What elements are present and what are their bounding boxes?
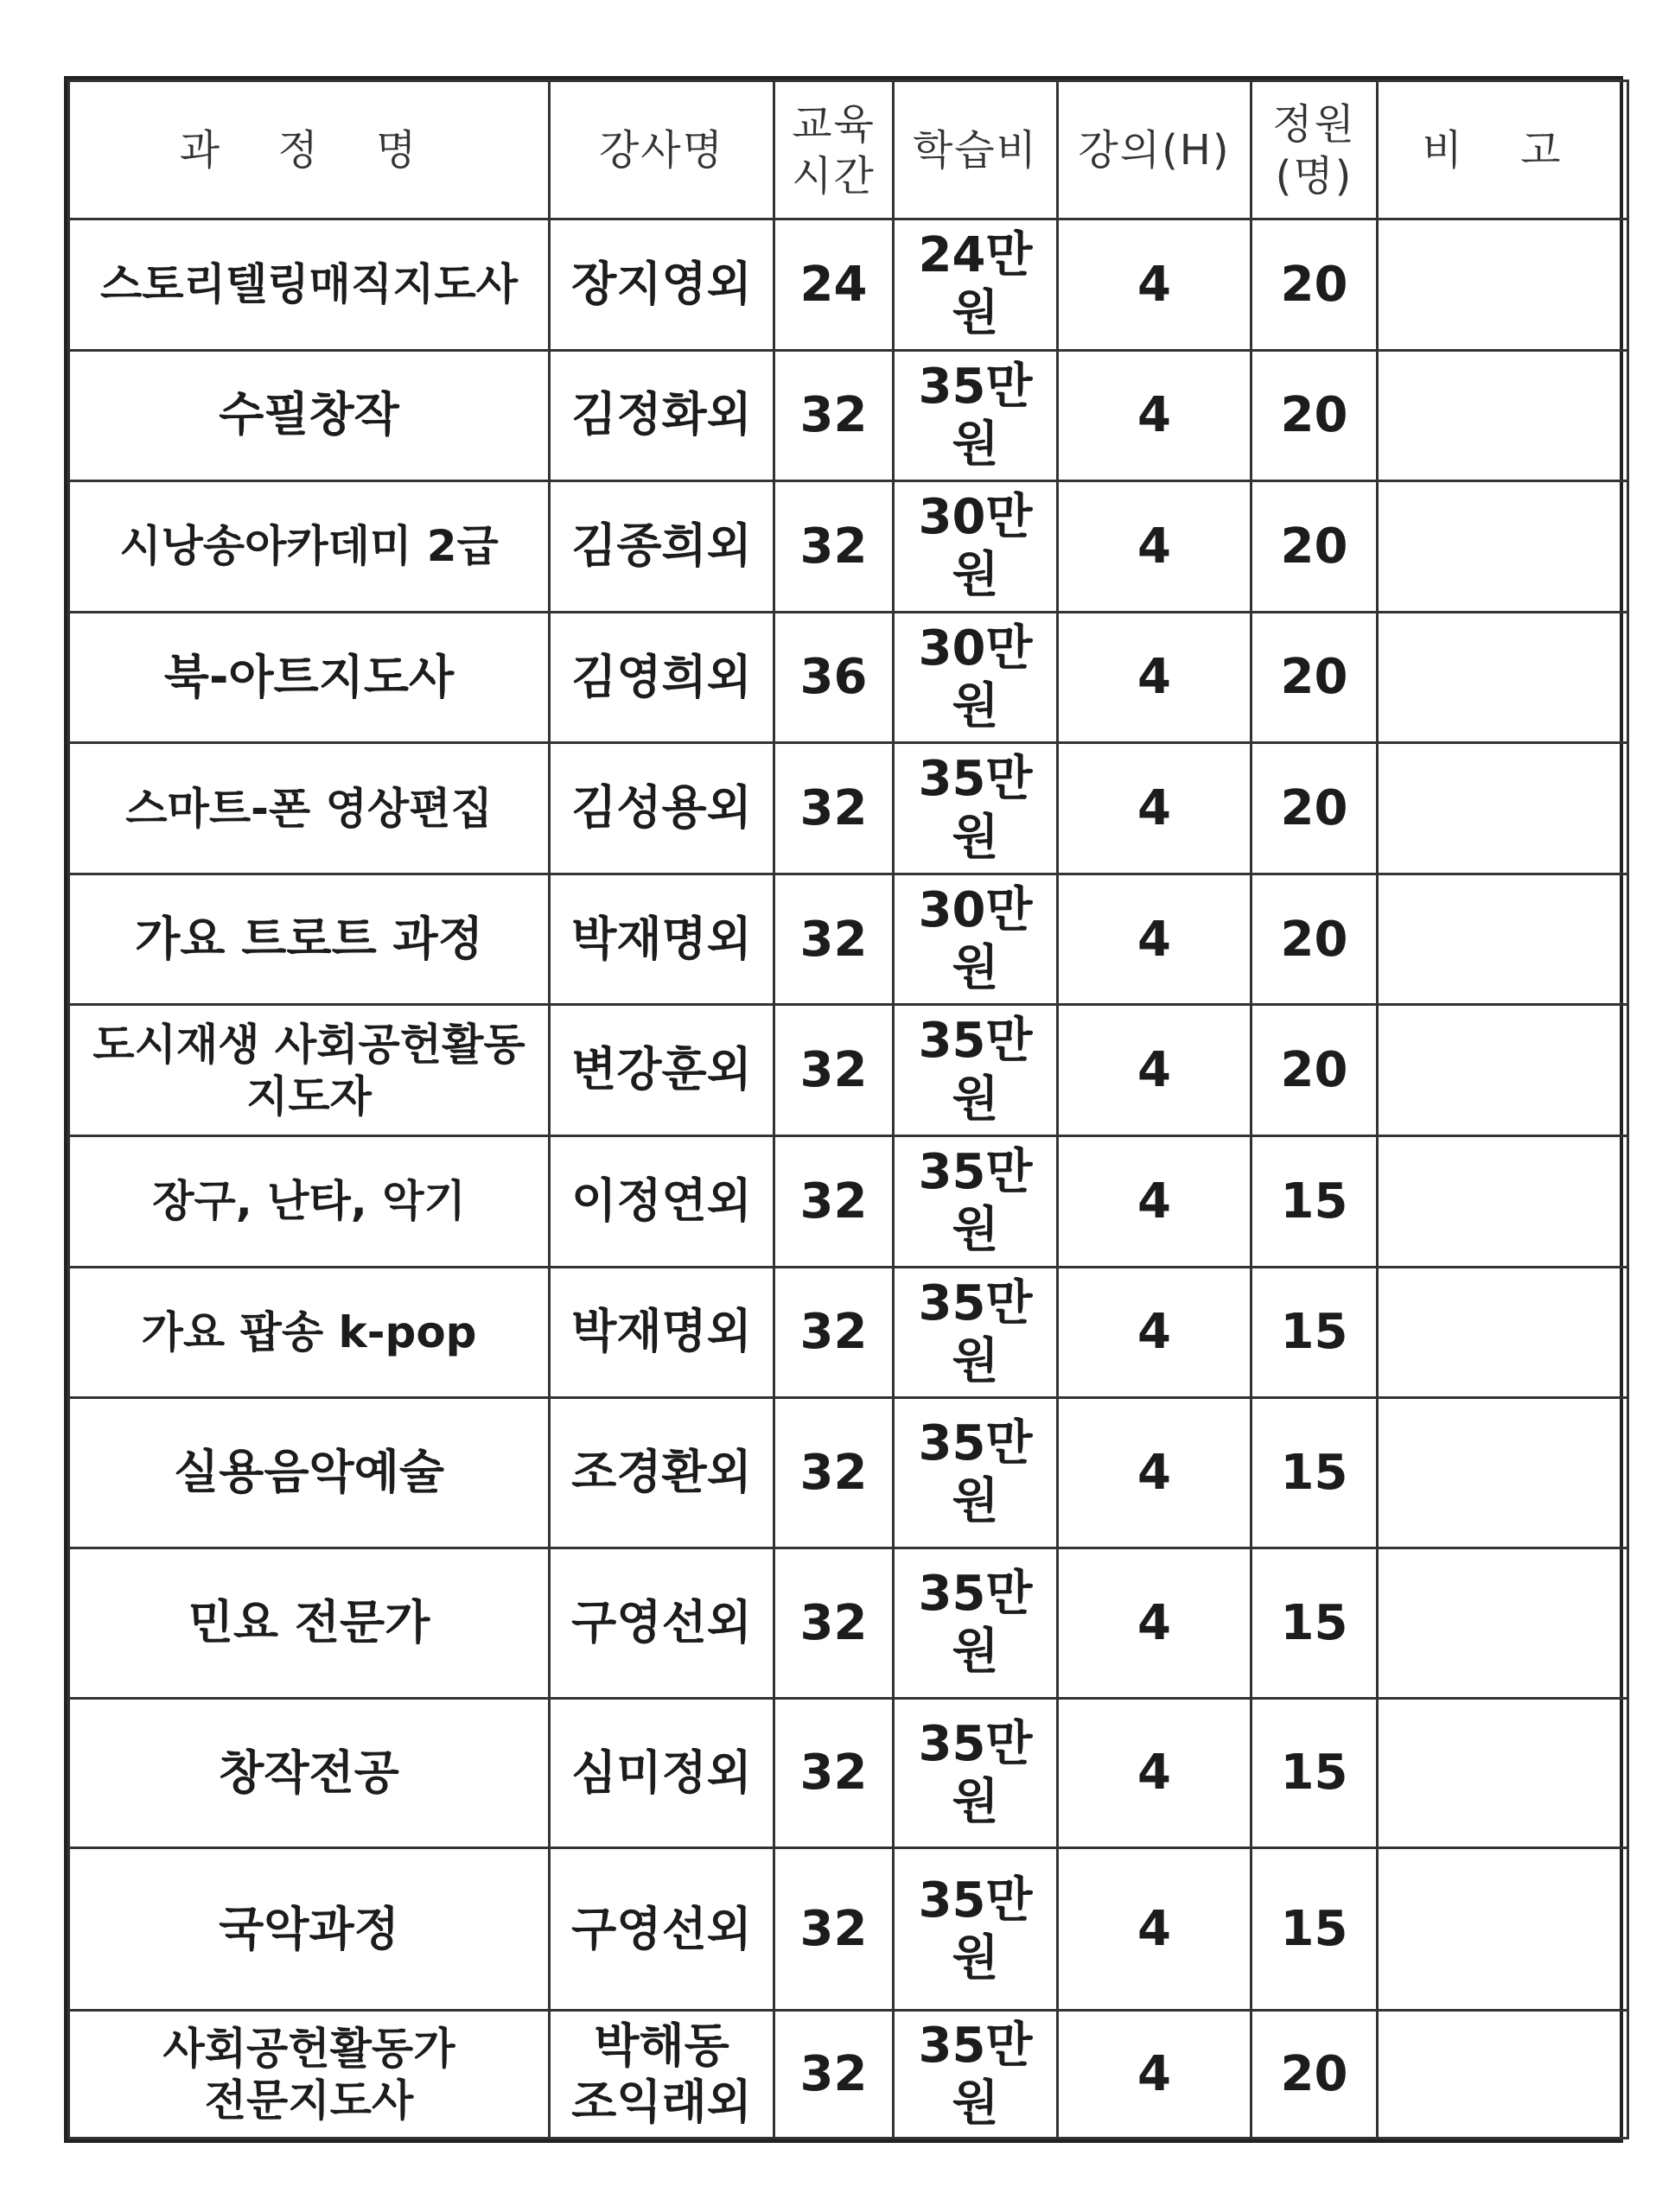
course-name-cell: 국악과정 xyxy=(69,1848,550,2011)
capacity-cell: 15 xyxy=(1251,1398,1378,1548)
course-name-cell: 수필창작 xyxy=(69,350,550,481)
course-name-cell: 민요 전문가 xyxy=(69,1548,550,1698)
instructor-cell: 김영희외 xyxy=(550,612,774,743)
lecture-cell: 4 xyxy=(1058,1848,1251,2011)
table-row xyxy=(69,1698,1628,1848)
note-cell xyxy=(1378,481,1628,613)
hours-cell: 32 xyxy=(774,1398,894,1548)
course-name-cell: 북-아트지도사 xyxy=(69,612,550,743)
lecture-cell: 4 xyxy=(1058,1267,1251,1398)
note-cell xyxy=(1378,1267,1628,1398)
note-cell xyxy=(1378,1548,1628,1698)
header-lecture: 강의(H) xyxy=(1058,81,1251,219)
fee-cell: 35만원 xyxy=(894,1135,1058,1267)
capacity-cell: 15 xyxy=(1251,1135,1378,1267)
table-row xyxy=(69,1005,1628,1136)
instructor-cell: 구영선외 xyxy=(550,1548,774,1698)
lecture-cell: 4 xyxy=(1058,1548,1251,1698)
header-row xyxy=(69,81,1628,219)
table-row xyxy=(69,1135,1628,1267)
table-row xyxy=(69,350,1628,481)
hours-cell: 32 xyxy=(774,481,894,613)
fee-cell: 35만원 xyxy=(894,350,1058,481)
course-name-cell: 도시재생 사회공헌활동 지도자 xyxy=(69,1005,550,1136)
instructor-cell: 김종희외 xyxy=(550,481,774,613)
capacity-cell: 20 xyxy=(1251,219,1378,351)
table-row xyxy=(69,612,1628,743)
hours-cell: 32 xyxy=(774,1005,894,1136)
fee-cell: 30만원 xyxy=(894,612,1058,743)
capacity-cell: 15 xyxy=(1251,1267,1378,1398)
capacity-cell: 20 xyxy=(1251,612,1378,743)
table-row xyxy=(69,219,1628,351)
capacity-cell: 20 xyxy=(1251,1005,1378,1136)
lecture-cell: 4 xyxy=(1058,743,1251,874)
note-cell xyxy=(1378,1005,1628,1136)
fee-cell: 35만원 xyxy=(894,1548,1058,1698)
hours-cell: 32 xyxy=(774,2011,894,2139)
table-row xyxy=(69,1548,1628,1698)
fee-cell: 35만원 xyxy=(894,1698,1058,1848)
instructor-cell: 김정화외 xyxy=(550,350,774,481)
table-row xyxy=(69,874,1628,1005)
fee-cell: 30만원 xyxy=(894,481,1058,613)
instructor-cell: 구영선외 xyxy=(550,1848,774,2011)
hours-cell: 32 xyxy=(774,1548,894,1698)
table-row xyxy=(69,2011,1628,2139)
lecture-cell: 4 xyxy=(1058,2011,1251,2139)
course-rows xyxy=(69,219,1628,2139)
course-table-frame xyxy=(64,76,1623,2143)
table-row xyxy=(69,1398,1628,1548)
note-cell xyxy=(1378,612,1628,743)
course-name-cell: 시낭송아카데미 2급 xyxy=(69,481,550,613)
note-cell xyxy=(1378,1698,1628,1848)
header-fee: 학습비 xyxy=(894,81,1058,219)
lecture-cell: 4 xyxy=(1058,350,1251,481)
capacity-cell: 20 xyxy=(1251,743,1378,874)
course-name-cell: 실용음악예술 xyxy=(69,1398,550,1548)
note-cell xyxy=(1378,350,1628,481)
instructor-cell: 심미정외 xyxy=(550,1698,774,1848)
hours-cell: 32 xyxy=(774,743,894,874)
capacity-cell: 20 xyxy=(1251,874,1378,1005)
lecture-cell: 4 xyxy=(1058,1135,1251,1267)
capacity-cell: 15 xyxy=(1251,1548,1378,1698)
lecture-cell: 4 xyxy=(1058,612,1251,743)
capacity-cell: 20 xyxy=(1251,481,1378,613)
hours-cell: 32 xyxy=(774,1698,894,1848)
fee-cell: 35만원 xyxy=(894,1267,1058,1398)
lecture-cell: 4 xyxy=(1058,874,1251,1005)
instructor-cell: 박재명외 xyxy=(550,1267,774,1398)
course-name-cell: 스토리텔링매직지도사 xyxy=(69,219,550,351)
note-cell xyxy=(1378,1135,1628,1267)
instructor-cell: 변강훈외 xyxy=(550,1005,774,1136)
hours-cell: 32 xyxy=(774,1267,894,1398)
header-hours: 교육 시간 xyxy=(774,81,894,219)
instructor-cell: 이정연외 xyxy=(550,1135,774,1267)
note-cell xyxy=(1378,874,1628,1005)
note-cell xyxy=(1378,219,1628,351)
table-row xyxy=(69,1267,1628,1398)
header-course: 과 정 명 xyxy=(69,81,550,219)
course-name-cell: 사회공헌활동가 전문지도사 xyxy=(69,2011,550,2139)
lecture-cell: 4 xyxy=(1058,481,1251,613)
instructor-cell: 조경환외 xyxy=(550,1398,774,1548)
header-note: 비 고 xyxy=(1378,81,1628,219)
instructor-cell: 장지영외 xyxy=(550,219,774,351)
capacity-cell: 15 xyxy=(1251,1698,1378,1848)
course-name-cell: 장구, 난타, 악기 xyxy=(69,1135,550,1267)
capacity-cell: 15 xyxy=(1251,1848,1378,2011)
lecture-cell: 4 xyxy=(1058,1698,1251,1848)
table-row xyxy=(69,481,1628,613)
course-name-cell: 가요 트로트 과정 xyxy=(69,874,550,1005)
hours-cell: 32 xyxy=(774,1135,894,1267)
header-capacity: 정원 (명) xyxy=(1251,81,1378,219)
hours-cell: 32 xyxy=(774,874,894,1005)
course-name-cell: 스마트-폰 영상편집 xyxy=(69,743,550,874)
fee-cell: 24만원 xyxy=(894,219,1058,351)
note-cell xyxy=(1378,2011,1628,2139)
table-row xyxy=(69,1848,1628,2011)
instructor-cell: 박해동 조익래외 xyxy=(550,2011,774,2139)
capacity-cell: 20 xyxy=(1251,350,1378,481)
fee-cell: 35만원 xyxy=(894,743,1058,874)
lecture-cell: 4 xyxy=(1058,219,1251,351)
hours-cell: 32 xyxy=(774,350,894,481)
fee-cell: 35만원 xyxy=(894,1398,1058,1548)
hours-cell: 24 xyxy=(774,219,894,351)
instructor-cell: 박재명외 xyxy=(550,874,774,1005)
header-instructor: 강사명 xyxy=(550,81,774,219)
table-row xyxy=(69,743,1628,874)
fee-cell: 35만원 xyxy=(894,1848,1058,2011)
lecture-cell: 4 xyxy=(1058,1398,1251,1548)
instructor-cell: 김성용외 xyxy=(550,743,774,874)
course-name-cell: 가요 팝송 k-pop xyxy=(69,1267,550,1398)
capacity-cell: 20 xyxy=(1251,2011,1378,2139)
fee-cell: 30만원 xyxy=(894,874,1058,1005)
note-cell xyxy=(1378,1848,1628,2011)
course-name-cell: 창작전공 xyxy=(69,1698,550,1848)
fee-cell: 35만원 xyxy=(894,1005,1058,1136)
hours-cell: 32 xyxy=(774,1848,894,2011)
fee-cell: 35만원 xyxy=(894,2011,1058,2139)
note-cell xyxy=(1378,743,1628,874)
course-table xyxy=(67,79,1629,2139)
lecture-cell: 4 xyxy=(1058,1005,1251,1136)
note-cell xyxy=(1378,1398,1628,1548)
hours-cell: 36 xyxy=(774,612,894,743)
